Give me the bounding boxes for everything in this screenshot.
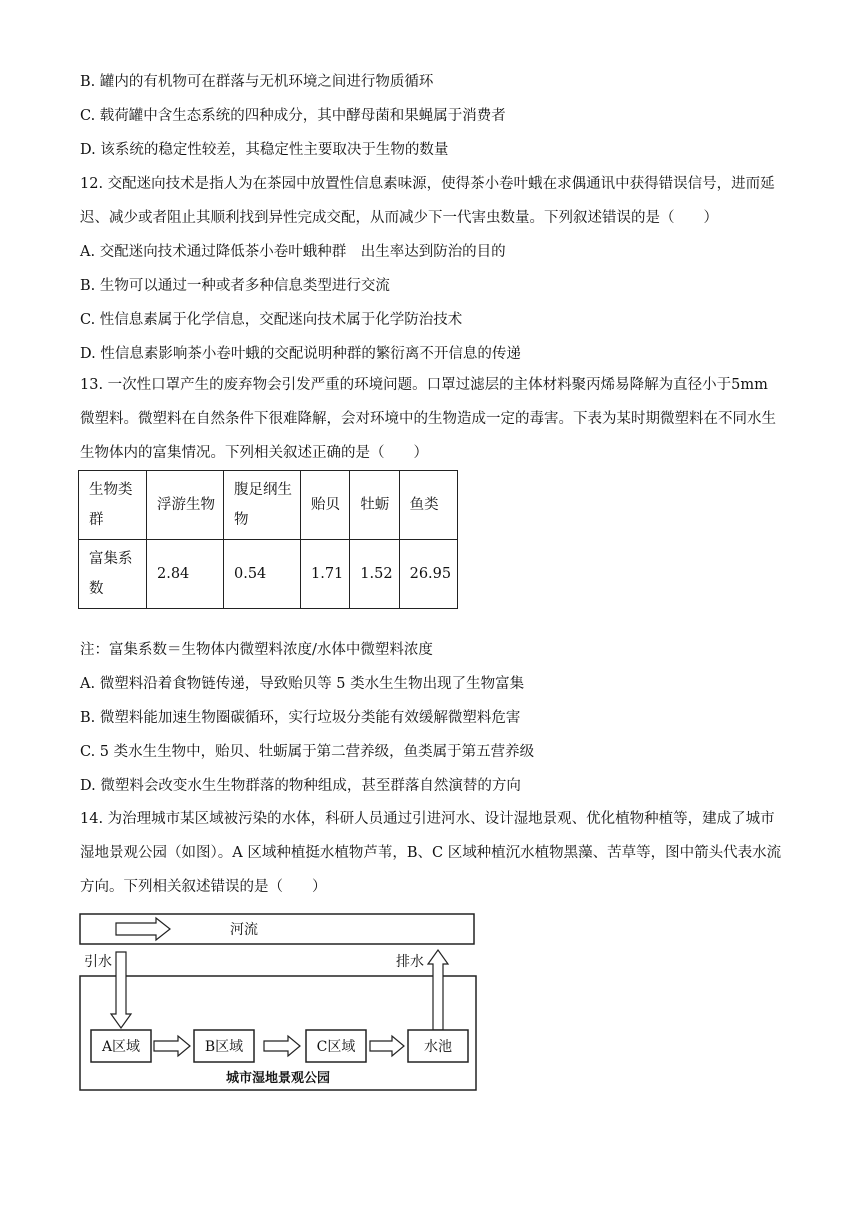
q13-option-c: C. 5 类水生生物中，贻贝、牡蛎属于第二营养级，鱼类属于第五营养级: [80, 744, 535, 760]
park-label: 城市湿地景观公园: [225, 1071, 331, 1086]
table-cell: 生物类群: [79, 471, 147, 540]
table-row: [79, 471, 458, 540]
wetland-park-diagram: [78, 906, 482, 1092]
table-cell: 26.95: [399, 540, 458, 609]
outlet-label: 排水: [396, 954, 424, 970]
zone-a-label: A区域: [101, 1039, 141, 1055]
table-cell: 1.71: [301, 540, 350, 609]
q12-stem: 12. 交配迷向技术是指人为在茶园中放置性信息素味源，使得茶小卷叶蛾在求偶通讯中获得错误信号，进而延迟、减少或者阻止其顺利找到异性完成交配，从而减少下一代害虫数量。下列叙述错误的是（ ）: [80, 176, 775, 226]
q12-option-d: D. 性信息素影响茶小卷叶蛾的交配说明种群的繁衍离不开信息的传递: [80, 346, 521, 362]
table-cell: 富集系数: [79, 540, 147, 609]
table-cell: 浮游生物: [147, 471, 224, 540]
table-cell: 1.52: [350, 540, 399, 609]
q13-note: 注：富集系数＝生物体内微塑料浓度/水体中微塑料浓度: [80, 642, 433, 658]
q12-option-b: B. 生物可以通过一种或者多种信息类型进行交流: [80, 278, 390, 294]
pool-label: 水池: [424, 1039, 452, 1055]
q11-option-c: C. 载荷罐中含生态系统的四种成分，其中酵母菌和果蝇属于消费者: [80, 108, 506, 124]
q13-option-b: B. 微塑料能加速生物圈碳循环，实行垃圾分类能有效缓解微塑料危害: [80, 710, 521, 726]
zone-b-label: B区域: [204, 1039, 244, 1055]
q13-stem: 13. 一次性口罩产生的废弃物会引发严重的环境问题。口罩过滤层的主体材料聚丙烯易降解为直径小于5mm微塑料。微塑料在自然条件下很难降解，会对环境中的生物造成一定的毒害。下表为某时期微塑料在不同水生生物体内的富集情况。下列相关叙述正确的是（ ）: [80, 377, 776, 461]
table-cell: 0.54: [224, 540, 301, 609]
q13-option-a: A. 微塑料沿着食物链传递，导致贻贝等 5 类水生生物出现了生物富集: [80, 676, 525, 692]
enrichment-table: [78, 470, 458, 609]
q14-stem: 14. 为治理城市某区域被污染的水体，科研人员通过引进河水、设计湿地景观、优化植物种植等，建成了城市湿地景观公园（如图）。A 区域种植挺水植物芦苇，B、C 区域种植沉水植物黑藻、苦草等，图中箭头代表水流方向。下列相关叙述错误的是（ ）: [80, 811, 782, 895]
table-cell: 鱼类: [399, 471, 458, 540]
river-label: 河流: [230, 922, 258, 938]
table-cell: 贻贝: [301, 471, 350, 540]
q13-option-d: D. 微塑料会改变水生生物群落的物种组成，甚至群落自然演替的方向: [80, 778, 521, 794]
table-cell: 牡蛎: [350, 471, 399, 540]
inlet-label: 引水: [84, 954, 112, 970]
table-cell: 腹足纲生物: [224, 471, 301, 540]
table-row: [79, 540, 458, 609]
q12-option-c: C. 性信息素属于化学信息，交配迷向技术属于化学防治技术: [80, 312, 463, 328]
q11-option-b: B. 罐内的有机物可在群落与无机环境之间进行物质循环: [80, 74, 434, 90]
zone-c-label: C区域: [316, 1039, 356, 1055]
q11-option-d: D. 该系统的稳定性较差，其稳定性主要取决于生物的数量: [80, 142, 449, 158]
q12-option-a: A. 交配迷向技术通过降低茶小卷叶蛾种群 出生率达到防治的目的: [80, 244, 506, 260]
table-cell: 2.84: [147, 540, 224, 609]
